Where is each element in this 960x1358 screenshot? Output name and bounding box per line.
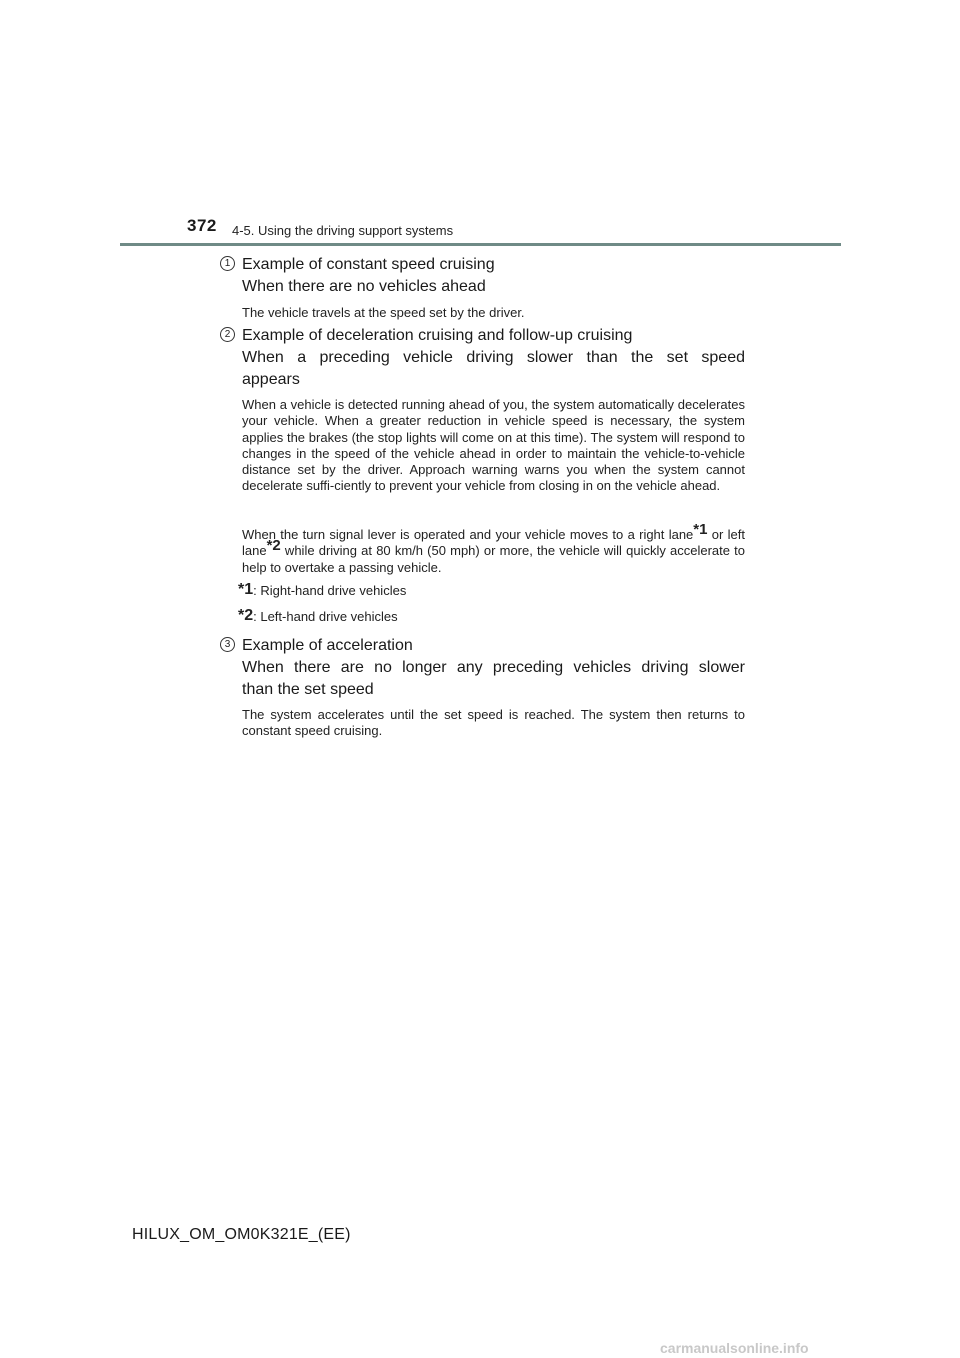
item-heading-3-line-1: Example of acceleration [242,637,413,654]
item-heading-3 [242,635,745,701]
footnote-ref-1: *1 [693,520,708,538]
item-body-2-text-b: or left lane [242,527,746,559]
item-heading-3-line-2: When there are no longer any preceding vehicles driving slower [242,659,745,676]
item-heading-1 [242,254,745,298]
item-heading-1-line-2: When there are no vehicles ahead [242,278,486,295]
item-number-1: 1 [220,256,235,271]
item-body-3: The system accelerates until the set speed is reached. The system then returns to constant speed cruising. [242,707,745,739]
item-body-2-text-c: while driving at 80 km/h (50 mph) or more, the vehicle will quickly accelerate to help to overtake a passing vehicle. [242,543,745,575]
item-heading-2-line-2: When a preceding vehicle driving slower than the set speed [242,349,745,366]
section-title: 4-5. Using the driving support systems [232,223,454,238]
item-heading-2-line-1: Example of deceleration cruising and follow-up cruising [242,327,633,344]
footnote-1-text: : Right-hand drive vehicles [253,583,407,598]
page-number: 372 [187,216,217,235]
footnote-1 [238,583,406,599]
footnote-2 [238,609,398,625]
item-number-2: 2 [220,327,235,342]
item-body-2-text-a: When the turn signal lever is operated and your vehicle moves to a right lane [242,527,694,542]
item-heading-2 [242,325,745,391]
footnote-2-text: : Left-hand drive vehicles [253,609,398,624]
item-heading-1-line-1: Example of constant speed cruising [242,256,495,273]
item-body-2-paragraph-1: When a vehicle is detected running ahead of you, the system automatically decelerates your vehicle. When a greater reduction in vehicle speed is necessary, the system applies the brakes (the stop lights will come on at this time). The system will respond to changes in the speed of the vehicle ahead in order to maintain the vehicle-to-vehicle distance set by the driver. Approach warning warns you when the system cannot decelerate suffi-ciently to prevent your vehicle from closing in on the vehicle ahead. [242,397,745,494]
header-rule [120,243,841,246]
footnote-2-mark: *2 [238,607,254,624]
item-body-1: The vehicle travels at the speed set by the driver. [242,305,525,320]
footer-document-id: HILUX_OM_OM0K321E_(EE) [132,1226,351,1243]
watermark: carmanualsonline.info [660,1340,809,1356]
footnote-1-mark: *1 [238,581,254,598]
item-body-2-paragraph-2 [242,520,746,576]
item-heading-3-line-3: than the set speed [242,681,374,698]
footnote-ref-2: *2 [266,536,281,554]
item-heading-2-line-3: appears [242,371,300,388]
item-number-3: 3 [220,637,235,652]
